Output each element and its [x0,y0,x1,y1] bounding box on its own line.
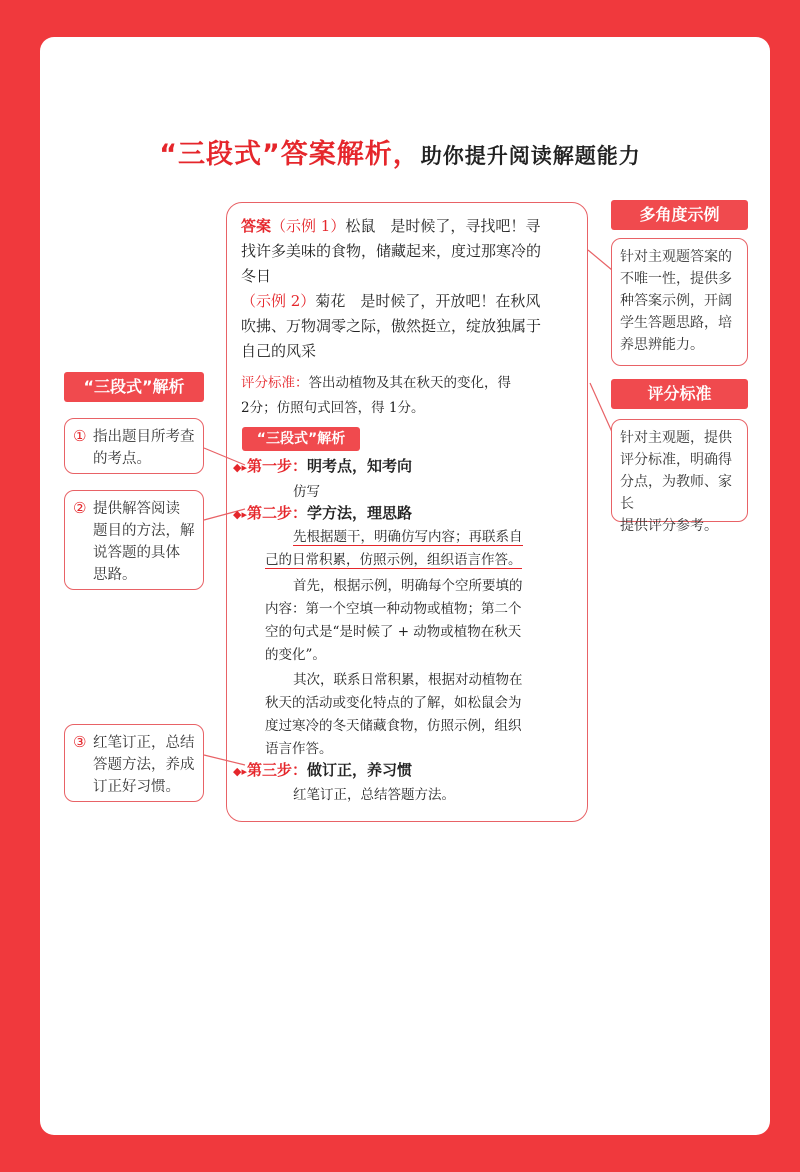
note-1-num: ① [73,427,87,445]
multi-angle-tag: 多角度示例 [611,200,748,230]
step-2-para-1: 内容：第一个空填一种动物或植物；第二个 [265,601,522,617]
pointer-icon: ◆▸ [233,508,247,521]
multi-angle-line: 学生答题思路，培 [620,315,732,331]
note-2-line: ② 提供解答阅读 [73,499,180,517]
connector-box-2 [590,383,612,432]
example-2-text: 自己的风采 [241,342,317,360]
page-title-rest: 助你提升阅读解题能力 [420,144,641,168]
example-1-text: 找许多美味的食物，储藏起来，度过那寒冷的 [241,242,542,260]
score-criteria-line: 分点，为教师、家长 [620,474,732,512]
step-3-title: 做订正，养习惯 [307,761,413,779]
example-2-label: （示例 2） [241,292,316,310]
note-2-line: 思路。 [93,567,137,583]
step-3-text: 红笔订正，总结答题方法。 [293,787,455,803]
step-3-heading [233,759,412,780]
score-label: 评分标准： [241,375,309,391]
step-2-para-1: 的变化”。 [265,647,326,663]
step-2-method: 己的日常积累，仿照示例，组织语言作答。 [265,552,522,568]
connector-box-1 [588,250,612,270]
note-3-line: ③ 红笔订正，总结 [73,733,195,751]
step-2-para-1: 空的句式是“是时候了 + 动物或植物在秋天 [265,624,522,640]
step-2-para-2: 度过寒冷的冬天储藏食物，仿照示例，组织 [265,718,522,734]
step-2-method: 先根据题干，明确仿写内容；再联系自 [293,529,523,545]
note-2-line: 题目的方法，解 [93,523,195,539]
step-2-para-2: 其次，联系日常积累，根据对动植物在 [293,672,523,688]
score-criteria-tag: 评分标准 [611,379,748,409]
score-criteria-line: 评分标准，明确得 [620,452,732,468]
pointer-icon: ◆▸ [233,765,247,778]
example-2-text: 菊花 是时候了，开放吧！在秋风 [315,292,541,310]
answer-panel [226,202,588,822]
multi-angle-line: 种答案示例，开阔 [620,293,732,309]
answer-line-4 [241,290,540,311]
page-title-highlight: “三段式”答案解析， [159,139,421,170]
step-2-title: 学方法，理思路 [307,504,413,522]
score-text: 2分；仿照句式回答，得 1分。 [241,400,425,416]
example-1-label: （示例 1） [271,217,346,235]
step-1-label: 第一步： [246,457,307,475]
score-text: 答出动植物及其在秋天的变化，得 [308,375,511,391]
step-1-text: 仿写 [293,484,320,500]
step-1-title: 明考点，知考向 [307,457,413,475]
note-2-num: ② [73,499,87,517]
pointer-icon: ◆▸ [233,461,247,474]
step-3-label: 第三步： [246,761,307,779]
note-2-line: 说答题的具体 [93,545,180,561]
inner-analysis-tag: “三段式”解析 [242,427,360,451]
note-box-2 [64,490,204,590]
step-1-heading [233,455,412,476]
score-criteria-line: 提供评分参考。 [620,518,718,534]
note-3-num: ③ [73,733,87,751]
multi-angle-box [611,238,748,366]
multi-angle-line: 针对主观题答案的 [620,249,732,265]
multi-angle-line: 不唯一性，提供多 [620,271,732,287]
step-2-para-2: 语言作答。 [265,741,333,757]
answer-line-1 [241,215,540,236]
note-1-line: 的考点。 [93,451,151,467]
score-criteria-box [611,419,748,534]
step-2-label: 第二步： [246,504,307,522]
step-2-para-1: 首先，根据示例，明确每个空所要填的 [293,578,523,594]
note-box-1 [64,418,204,474]
score-line-1 [241,371,511,391]
step-2-heading [233,502,412,523]
multi-angle-line: 养思辨能力。 [620,337,704,353]
example-1-text: 松鼠 是时候了，寻找吧！寻 [345,217,541,235]
left-section-tag: “三段式”解析 [64,372,204,402]
example-2-text: 吹拂、万物凋零之际，傲然挺立，绽放独属于 [241,317,542,335]
example-1-text: 冬日 [241,267,272,285]
answer-label: 答案 [241,217,272,235]
note-1-line: ① 指出题目所考查 [73,427,195,445]
step-2-para-2: 秋天的活动或变化特点的了解，如松鼠会为 [265,695,522,711]
note-box-3 [64,724,204,802]
score-criteria-line: 针对主观题，提供 [620,430,732,446]
note-3-line: 答题方法，养成 [93,757,195,773]
note-3-line: 订正好习惯。 [93,779,180,795]
